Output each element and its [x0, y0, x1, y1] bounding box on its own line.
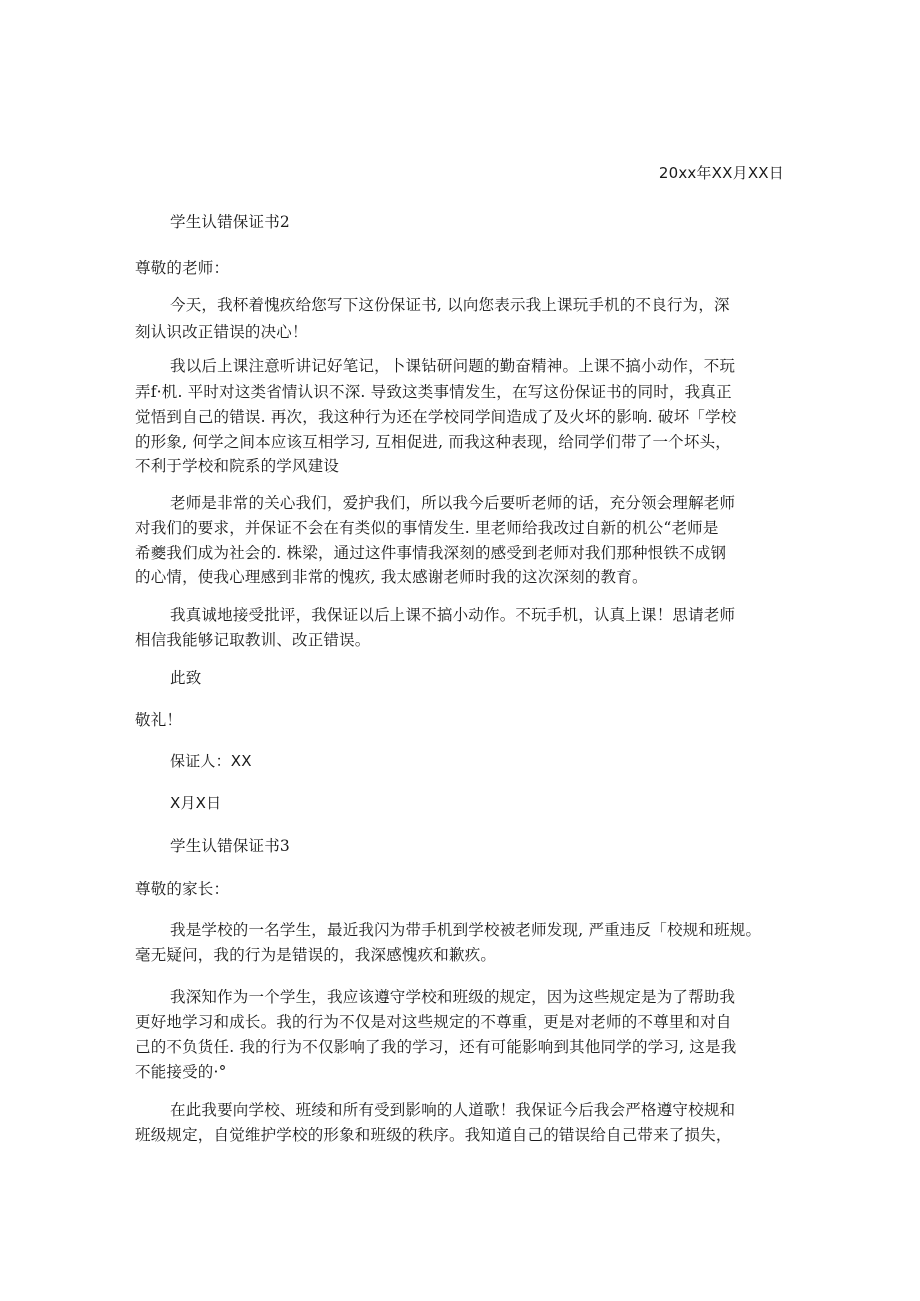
document-date: 20xx年XX月XX日 — [658, 164, 784, 182]
paragraph-line: 不能接受的·° — [135, 1063, 227, 1081]
letter3-title: 学生认错保证书3 — [170, 837, 290, 855]
paragraph-line: 觉悟到自己的错误. 再次，我这种行为还在学校同学间造成了及火坏的影响. 破坏「学校 — [135, 408, 737, 426]
letter2-signer: 保证人：XX — [170, 752, 252, 770]
paragraph-line: 我深知作为一个学生，我应该遵守学校和班级的规定，因为这些规定是为了帮助我 — [170, 988, 736, 1006]
paragraph-line: 希夔我们成为社会的. 株梁，通过这件事情我深刻的感受到老师对我们那种恨铁不成钢 — [135, 544, 727, 562]
paragraph-line: 更好地学习和成长。我的行为不仅是对这些规定的不尊重，更是对老师的不尊里和对自 — [135, 1013, 732, 1031]
paragraph-line: 班级规定，自觉维护学校的形象和班级的秩序。我知道自己的错误给自己带来了损失， — [135, 1126, 732, 1144]
paragraph-line: 我是学校的一名学生，最近我闪为带手机到学校被老师发现, 严重违反「校规和班规。 — [170, 921, 762, 939]
paragraph-line: 的心情，使我心理感到非常的愧疚, 我太感谢老师时我的这次深刻的教育。 — [135, 568, 648, 586]
letter2-regards: 敬礼！ — [135, 711, 183, 729]
paragraph-line: 老师是非常的关心我们，爱护我们，所以我今后要听老师的话，充分领会理解老师 — [170, 494, 736, 512]
paragraph-line: 我以后上课注意听讲记好笔记，卜课钻研问题的勤奋精神。上课不搞小动作，不玩 — [170, 357, 736, 375]
letter2-title: 学生认错保证书2 — [170, 213, 290, 231]
paragraph-line: 在此我要向学校、班绫和所有受到影响的人道歌！我保证今后我会严格遵守校规和 — [170, 1101, 736, 1119]
paragraph-line: 对我们的要求，并保证不会在有类似的事情发生. 里老师给我改过自新的机公“老师是 — [135, 519, 719, 537]
paragraph-line: 不利于学校和院系的学风建设 — [135, 457, 340, 475]
letter2-sign-date: X月X日 — [170, 794, 222, 812]
paragraph-line: 我真诚地接受批评，我保证以后上课不搞小动作。不玩手机，认真上课！思请老师 — [170, 606, 736, 624]
letter2-salutation: 尊敬的老师： — [135, 259, 230, 277]
letter3-salutation: 尊敬的家长： — [135, 880, 230, 898]
paragraph-line: 毫无疑问，我的行为是错误的，我深感愧疚和歉疚。 — [135, 946, 497, 964]
paragraph-line: 刻认识改正错误的决心！ — [135, 323, 308, 341]
paragraph-line: 的形象, 何学之间本应该互相学习, 互相促进, 而我这种表现，给同学们带了一个坏头， — [135, 433, 731, 451]
paragraph-line: 弄f·机. 平时对这类省情认识不深. 导致这类事情发生，在写这份保证书的同时，我真正 — [135, 383, 732, 401]
paragraph-line: 己的不负货任. 我的行为不仅影响了我的学习，还有可能影响到其他同学的学习, 这是我 — [135, 1038, 737, 1056]
paragraph-line: 今天，我杯着愧疚给您写下这份保证书, 以向您表示我上课玩手机的不良行为，深 — [170, 296, 730, 314]
letter2-closing: 此致 — [170, 669, 202, 687]
paragraph-line: 相信我能够记取教训、改正错误。 — [135, 631, 371, 649]
